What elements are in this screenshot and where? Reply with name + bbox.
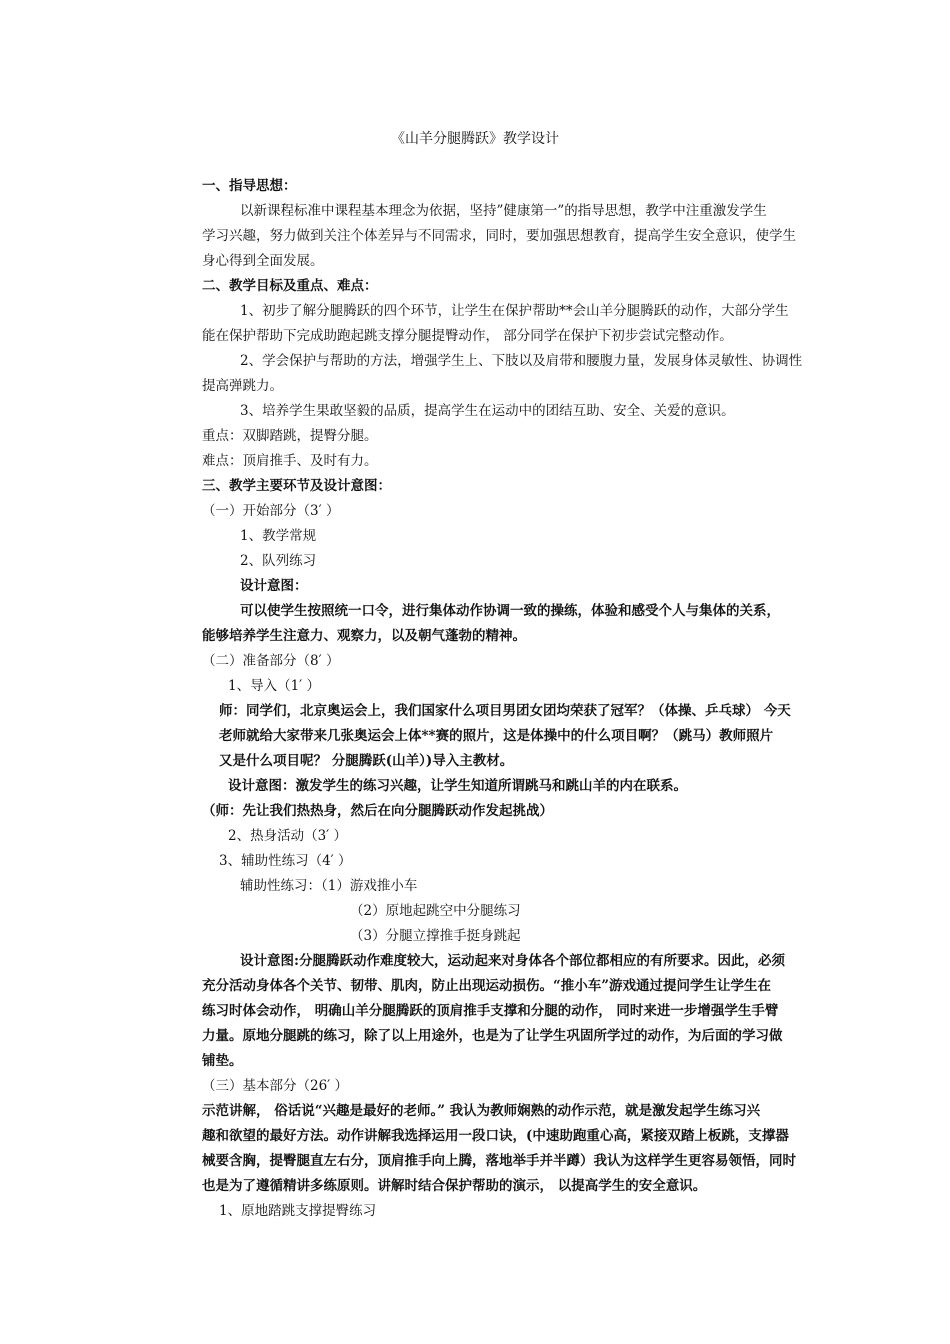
teacher-note: （师：先让我们热热身，然后在向分腿腾跃动作发起挑战） — [202, 803, 553, 819]
paragraph-line: 铺垫。 — [202, 1053, 243, 1069]
list-item: 1、教学常规 — [240, 528, 317, 544]
section-heading-guiding-thought: 一、指导思想： — [202, 178, 297, 194]
list-item: 1、导入（1′ ） — [228, 678, 321, 694]
paragraph-line: 可以使学生按照统一口令，进行集体动作协调一致的操练，体验和感受个人与集体的关系， — [240, 603, 780, 619]
paragraph-line: 力量。原地分腿跳的练习，除了以上用途外，也是为了让学生巩固所学过的动作，为后面的学习做 — [202, 1028, 783, 1044]
paragraph-line: 趣和欲望的最好方法。动作讲解我选择运用一段口诀，(中速助跑重心高，紧接双踏上板跳，支撑器 — [202, 1128, 789, 1144]
list-item: 3、辅助性练习（4′ ） — [219, 853, 352, 869]
paragraph-line: 身心得到全面发展。 — [202, 253, 324, 269]
paragraph-line: 学习兴趣，努力做到关注个体差异与不同需求，同时，要加强思想教育，提高学生安全意识，使学生 — [202, 228, 796, 244]
paragraph-line: 能够培养学生注意力、观察力，以及朝气蓬勃的精神。 — [202, 628, 526, 644]
goal-line: 能在保护帮助下完成助跑起跳支撑分腿提臀动作， 部分同学在保护下初步尝试完整动作。 — [202, 328, 733, 344]
goal-line: 3、培养学生果敢坚毅的品质，提高学生在运动中的团结互助、安全、关爱的意识。 — [240, 403, 735, 419]
paragraph-line: 械要含胸，提臀腿直左右分，顶肩推手向上腾，落地举手并半蹲）我认为这样学生更容易领悟，同时 — [202, 1153, 796, 1169]
goal-line: 1、初步了解分腿腾跃的四个环节，让学生在保护帮助**会山羊分腿腾跃的动作，大部分学生 — [240, 303, 789, 319]
paragraph-line: 练习时体会动作， 明确山羊分腿腾跃的顶肩推手支撑和分腿的动作， 同时来进一步增强学生手臂 — [202, 1003, 779, 1019]
design-intent-label: 设计意图： — [240, 578, 308, 594]
paragraph-line: 也是为了遵循精讲多练原则。讲解时结合保护帮助的演示， 以提高学生的安全意识。 — [202, 1178, 707, 1194]
aux-exercise: （3）分腿立撑推手挺身跳起 — [350, 928, 521, 944]
part-heading-basic: （三）基本部分（26′ ） — [202, 1078, 349, 1094]
list-item: 2、热身活动（3′ ） — [228, 828, 348, 844]
part-heading-start: （一）开始部分（3′ ） — [202, 503, 340, 519]
dialogue-line: 老师就给大家带来几张奥运会上体**赛的照片，这是体操中的什么项目啊？（跳马）教师照片 — [219, 728, 774, 744]
key-point: 重点：双脚踏跳，提臀分腿。 — [202, 428, 378, 444]
goal-line: 2、学会保护与帮助的方法，增强学生上、下肢以及肩带和腰腹力量，发展身体灵敏性、协调性 — [240, 353, 803, 369]
paragraph-line: 设计意图:分腿腾跃动作难度较大，运动起来对身体各个部位都相应的有所要求。因此，必须 — [240, 953, 785, 969]
document-title: 《山羊分腿腾跃》教学设计 — [391, 131, 559, 147]
section-heading-goals: 二、教学目标及重点、难点： — [202, 278, 378, 294]
dialogue-line: 又是什么项目呢？ 分腿腾跃(山羊）)导入主教材。 — [219, 753, 514, 769]
paragraph-line: 以新课程标准中课程基本理念为依据，坚持”健康第一”的指导思想，教学中注重激发学生 — [240, 203, 767, 219]
paragraph-line: 示范讲解， 俗话说“兴趣是最好的老师。” 我认为教师娴熟的动作示范，就是激发起学生练习兴 — [202, 1103, 761, 1119]
design-intent: 设计意图：激发学生的练习兴趣，让学生知道所谓跳马和跳山羊的内在联系。 — [228, 778, 687, 794]
paragraph-line: 充分活动身体各个关节、韧带、肌肉，防止出现运动损伤。“推小车”游戏通过提问学生让学生在 — [202, 978, 772, 994]
aux-exercise: （2）原地起跳空中分腿练习 — [350, 903, 521, 919]
list-item: 1、原地踏跳支撑提臀练习 — [219, 1203, 377, 1219]
section-heading-teaching-steps: 三、教学主要环节及设计意图： — [202, 478, 391, 494]
aux-exercise: 辅助性练习：（1）游戏推小车 — [240, 878, 418, 894]
goal-line: 提高弹跳力。 — [202, 378, 283, 394]
list-item: 2、队列练习 — [240, 553, 317, 569]
part-heading-prep: （二）准备部分（8′ ） — [202, 653, 340, 669]
dialogue-line: 师：同学们，北京奥运会上，我们国家什么项目男团女团均荣获了冠军？（体操、乒乓球） 今天 — [219, 703, 791, 719]
difficult-point: 难点：顶肩推手、及时有力。 — [202, 453, 378, 469]
